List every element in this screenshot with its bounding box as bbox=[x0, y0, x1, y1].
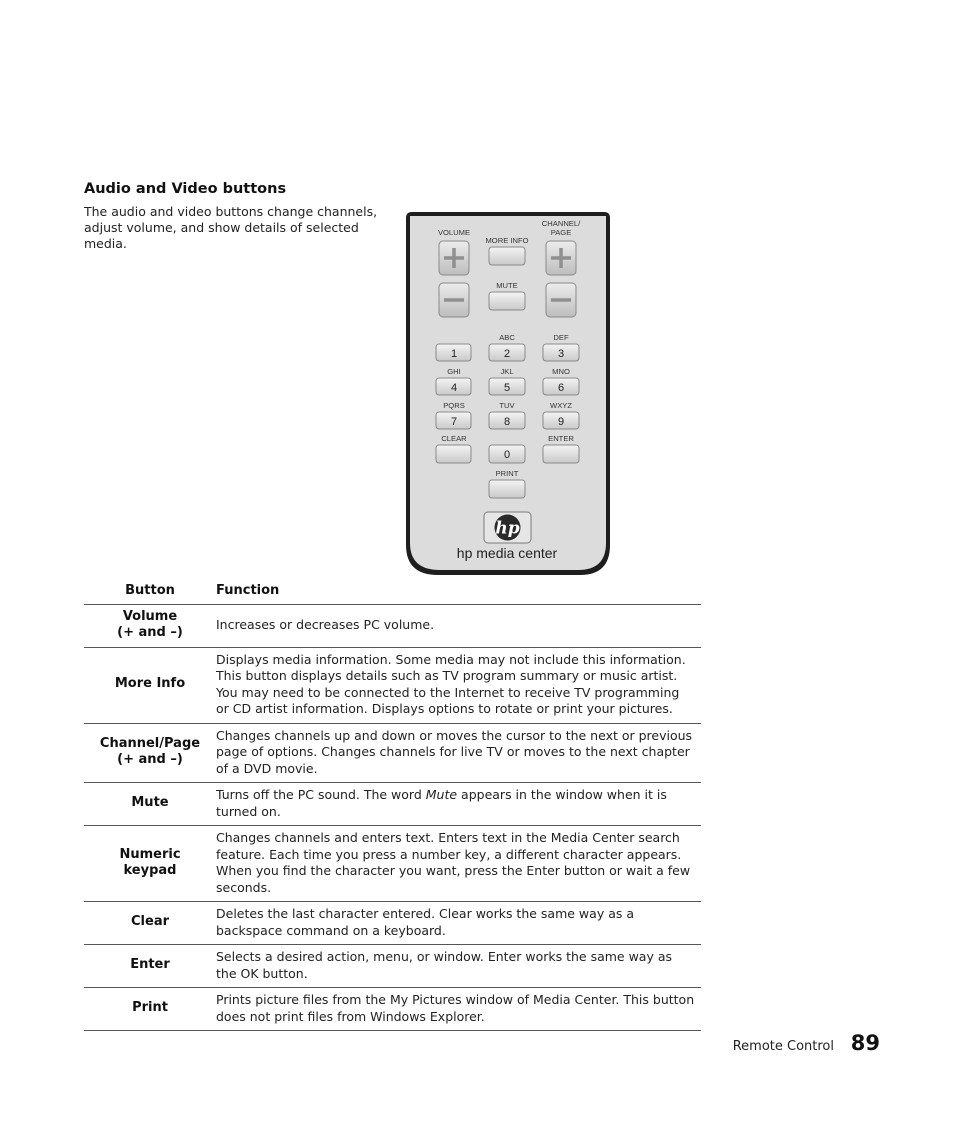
enter-button[interactable] bbox=[543, 445, 579, 463]
table-row bbox=[84, 945, 701, 988]
key-4-label: 4 bbox=[450, 382, 458, 394]
clear-label: CLEAR bbox=[441, 434, 467, 443]
key-1-label: 1 bbox=[450, 348, 458, 360]
page-number: 89 bbox=[850, 1031, 880, 1055]
key-4-button[interactable] bbox=[436, 378, 471, 395]
button-function: Increases or decreases PC volume. bbox=[216, 604, 701, 647]
key-letters-5: JKL bbox=[500, 367, 514, 376]
key-2-label: 2 bbox=[503, 348, 511, 360]
clear-button[interactable] bbox=[436, 445, 471, 463]
button-name: Mute bbox=[84, 783, 216, 826]
button-name: Channel/Page (+ and –) bbox=[84, 723, 216, 783]
table-row bbox=[84, 902, 701, 945]
button-name: Enter bbox=[84, 945, 216, 988]
volume-down-button[interactable] bbox=[439, 283, 469, 317]
remote-illustration bbox=[402, 210, 612, 577]
key-letters-3: DEF bbox=[553, 333, 569, 342]
volume-label: VOLUME bbox=[437, 228, 471, 237]
channel-up-button[interactable] bbox=[546, 241, 576, 275]
button-function: Deletes the last character entered. Clear works the same way as a backspace command on a keyboard. bbox=[216, 902, 701, 945]
intro-text: The audio and video buttons change channels, adjust volume, and show details of selected media. bbox=[84, 204, 378, 251]
key-9-label: 9 bbox=[557, 416, 565, 428]
print-button[interactable] bbox=[489, 480, 525, 498]
key-letters-2: ABC bbox=[499, 333, 515, 342]
header-button: Button bbox=[84, 582, 216, 604]
table-row bbox=[84, 988, 701, 1031]
print-label: PRINT bbox=[495, 469, 519, 478]
button-function: Selects a desired action, menu, or window. Enter works the same way as the OK button. bbox=[216, 945, 701, 988]
key-letters-6: MNO bbox=[552, 367, 570, 376]
volume-up-button[interactable] bbox=[439, 241, 469, 275]
channel-label-line2: PAGE bbox=[550, 228, 572, 237]
key-9-button[interactable] bbox=[543, 412, 579, 429]
key-letters-4: GHI bbox=[447, 367, 461, 376]
button-name: Numeric keypad bbox=[84, 826, 216, 902]
button-function: Displays media information. Some media may not include this information. This button displays details such as TV program summary or music artist. You may need to be connected to the Internet to receive TV programming or CD artist information. Displays options to rotate or print your pictures. bbox=[216, 647, 701, 723]
key-7-label: 7 bbox=[450, 416, 458, 428]
table-row bbox=[84, 604, 701, 647]
key-0-button[interactable] bbox=[489, 445, 525, 463]
key-letters-8: TUV bbox=[499, 401, 515, 410]
table-row bbox=[84, 826, 701, 902]
more-info-button[interactable] bbox=[489, 247, 525, 265]
channel-label-line1: CHANNEL/ bbox=[541, 219, 581, 228]
footer-section-label: Remote Control bbox=[732, 1039, 834, 1054]
enter-label: ENTER bbox=[548, 434, 574, 443]
button-name: Clear bbox=[84, 902, 216, 945]
button-function: Changes channels up and down or moves the cursor to the next or previous page of options. Changes channels for live TV or moves to the next chapter of a DVD movie. bbox=[216, 723, 701, 783]
mute-button[interactable] bbox=[489, 292, 525, 310]
table-row bbox=[84, 723, 701, 783]
hp-logo-text: hp bbox=[495, 518, 520, 539]
button-function-table bbox=[84, 582, 701, 1031]
hp-logo bbox=[484, 512, 531, 543]
button-name: Print bbox=[84, 988, 216, 1031]
key-5-label: 5 bbox=[503, 382, 511, 394]
key-0-label: 0 bbox=[503, 449, 511, 461]
more-info-label: MORE INFO bbox=[485, 236, 529, 245]
button-function: Turns off the PC sound. The word Mute appears in the window when it is turned on. bbox=[216, 783, 701, 826]
key-letters-9: WXYZ bbox=[550, 401, 572, 410]
key-7-button[interactable] bbox=[436, 412, 471, 429]
key-1-button[interactable] bbox=[436, 344, 471, 361]
key-8-button[interactable] bbox=[489, 412, 525, 429]
key-3-button[interactable] bbox=[543, 344, 579, 361]
table-header-row bbox=[84, 582, 701, 604]
key-5-button[interactable] bbox=[489, 378, 525, 395]
remote-svg bbox=[402, 210, 612, 577]
key-8-label: 8 bbox=[503, 416, 511, 428]
mute-label: MUTE bbox=[496, 281, 518, 290]
table-row bbox=[84, 647, 701, 723]
button-function: Prints picture files from the My Pictures window of Media Center. This button does not print files from Windows Explorer. bbox=[216, 988, 701, 1031]
table-row bbox=[84, 783, 701, 826]
section-title: Audio and Video buttons bbox=[84, 181, 287, 197]
key-6-button[interactable] bbox=[543, 378, 579, 395]
button-name: More Info bbox=[84, 647, 216, 723]
channel-down-button[interactable] bbox=[546, 283, 576, 317]
button-name: Volume (+ and –) bbox=[84, 604, 216, 647]
key-6-label: 6 bbox=[557, 382, 565, 394]
brand-label: hp media center bbox=[456, 545, 558, 561]
key-3-label: 3 bbox=[557, 348, 565, 360]
key-2-button[interactable] bbox=[489, 344, 525, 361]
button-function: Changes channels and enters text. Enters text in the Media Center search feature. Each time you press a number key, a different character appears. When you find the character you want, press the Enter button or wait a few seconds. bbox=[216, 826, 701, 902]
header-function: Function bbox=[216, 582, 701, 604]
key-letters-7: PQRS bbox=[443, 401, 465, 410]
